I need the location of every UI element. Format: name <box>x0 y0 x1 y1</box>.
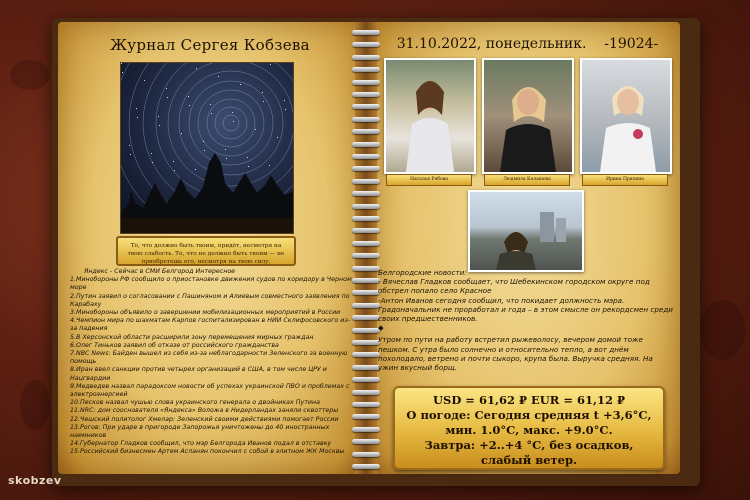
leather-texture <box>10 60 50 90</box>
currency-rates: USD = 61,62 ₽ EUR = 61,12 ₽ <box>433 393 625 407</box>
star <box>247 157 248 158</box>
news-item: 4.Чемпион мира по шахматам Карпов госпитализирован в НИИ Склифосовского из-за падения <box>70 317 350 333</box>
news-item: 5.В Херсонской области расширили зону перемещения мирных граждан <box>70 333 314 341</box>
weather-wind: слабый ветер. <box>480 453 578 467</box>
street-photo-icon <box>470 192 582 270</box>
date-title: 31.10.2022, понедельник. -19024- <box>396 36 659 52</box>
star <box>121 63 122 64</box>
news-item: ◆ <box>378 323 384 333</box>
star <box>158 116 159 117</box>
binding-ring <box>352 414 380 419</box>
caption-irina: Ирина Пряхина <box>582 174 668 186</box>
binding-ring <box>352 92 380 97</box>
star <box>137 117 138 118</box>
news-item: 6.Олег Тиньков заявил об отказе от российского гражданства <box>70 341 279 349</box>
news-item: - Вячеслав Гладков сообщает, что Шебекинском городском округе под обстрел попало село Красное <box>378 277 650 296</box>
star <box>270 64 271 65</box>
binding-ring <box>352 129 380 134</box>
binding-ring <box>352 303 380 308</box>
binding-ring <box>352 204 380 209</box>
caption-natalya: Наталья Рябова <box>386 174 472 186</box>
journal-title: Журнал Сергея Кобзева <box>110 36 310 54</box>
photo-lyudmila <box>482 58 574 174</box>
weather-today: О погоде: Сегодня средняя t +3,6°С, <box>406 408 652 422</box>
star <box>248 166 249 167</box>
weather-minmax: мин. 1.0°С, макс. +9.0°С. <box>445 423 613 437</box>
person-photo-icon <box>386 60 474 172</box>
binding-ring <box>352 427 380 432</box>
diary-entry: Утром по пути на работу встретил рыжеволосу, вечером домой тоже пешком. С утра было солнечно и относительно тепло, а вот днём похолодало, ветрено и почти сыкоро, крупа была. Выручка средняя. На ужин вкусный борщ. <box>378 335 653 373</box>
star <box>189 105 190 106</box>
news-item: 13.Рогов: При ударе в пригороде Запорожья уничтожены до 40 иностранных наемников <box>70 423 330 440</box>
leather-texture <box>700 300 745 360</box>
star <box>122 72 123 73</box>
binding-ring <box>352 67 380 72</box>
star <box>255 129 256 130</box>
binding-ring <box>352 179 380 184</box>
star <box>284 100 285 101</box>
star <box>262 92 263 93</box>
weather-tomorrow: Завтра: +2..+4 °С, без осадков, <box>424 438 634 452</box>
star <box>174 170 175 171</box>
binding-ring <box>352 365 380 370</box>
star-trails-image <box>121 63 293 233</box>
binding-ring <box>352 439 380 444</box>
star <box>203 141 204 142</box>
binding-ring <box>352 104 380 109</box>
star <box>130 154 131 155</box>
star <box>233 121 234 122</box>
news-item: 7.NBC News: Байден вышел из себя из-за неблагодарности Зеленского за военную помощь <box>70 350 348 366</box>
belgorod-news <box>378 268 674 372</box>
binding-ring <box>352 377 380 382</box>
binding-ring <box>352 80 380 85</box>
watermark: skobzev <box>8 474 62 487</box>
star <box>211 113 212 114</box>
news-item: 1.Минобороны РФ сообщило о приостановке движения судов по коридору в Черном море <box>70 276 352 292</box>
star <box>277 137 278 138</box>
star <box>196 68 197 69</box>
star <box>225 149 226 150</box>
binding-ring <box>352 278 380 283</box>
news-item: 3.Минобороны объявило о завершении мобилизационных мероприятий в России <box>70 309 341 317</box>
star <box>226 158 227 159</box>
news-item: 10.Песков назвал чушью слова украинского генерала о двойниках Путина <box>70 399 320 407</box>
star <box>232 112 233 113</box>
star <box>195 169 196 170</box>
star <box>144 80 145 81</box>
news-item: 15.Российский бизнесмен Артем Асланян покончил с собой в элитном ЖК Москвы <box>70 448 345 456</box>
binding-ring <box>352 216 380 221</box>
binding-ring <box>352 241 380 246</box>
star <box>181 133 182 134</box>
binding-ring <box>352 142 380 147</box>
star <box>218 76 219 77</box>
leather-texture <box>20 380 50 430</box>
news-item: 2.Путин заявил о согласовании с Пашиняном и Алиевым совместного заявления по Карабаху <box>70 292 350 308</box>
binding-ring <box>352 340 380 345</box>
star-trail-photo <box>120 62 294 234</box>
caption-lyudmila: Людмила Калашова <box>484 174 570 186</box>
photo-street-selfie <box>468 190 584 272</box>
binding-ring <box>352 191 380 196</box>
news-header: Яндекс - Сейчас в СМИ Белгород Интересное <box>84 268 236 275</box>
star <box>210 104 211 105</box>
binding-ring <box>352 42 380 47</box>
yandex-news-list <box>70 268 354 457</box>
news-item: 11.NRC: дом сооснователя «Яндекса» Воложа в Нидерландах заняли сквоттеры <box>70 407 339 415</box>
star <box>166 88 167 89</box>
quote-box: То, что должно быть твоим, придёт, несмотря на твою слабость. То, что не должно быть твоим — не приобретешь его, несмотря на твою силу. <box>116 236 296 266</box>
binding-ring <box>352 402 380 407</box>
star <box>167 97 168 98</box>
binding-ring <box>352 228 380 233</box>
binding-ring <box>352 154 380 159</box>
star <box>188 96 189 97</box>
binding-ring <box>352 30 380 35</box>
news-item: 8.Иран ввел санкции против четырех организаций в США, в том числе ЦРУ и Нацгвардии <box>70 366 327 382</box>
binding-ring <box>352 352 380 357</box>
binding-ring <box>352 328 380 333</box>
star <box>240 84 241 85</box>
star <box>173 161 174 162</box>
star <box>136 108 137 109</box>
news-items <box>70 276 354 456</box>
star <box>159 125 160 126</box>
binding-ring <box>352 290 380 295</box>
news-item: -Антон Иванов сегодня сообщил, что покидает должность мэра. Градоначальник не проработал и года – в этом смысле он рекордсмен среди своих предшественников. <box>378 295 673 324</box>
star <box>204 150 205 151</box>
star <box>285 109 286 110</box>
binding-ring <box>352 452 380 457</box>
star <box>263 101 264 102</box>
binding-ring <box>352 253 380 258</box>
star <box>152 162 153 163</box>
currency-weather-box <box>393 386 665 470</box>
photo-irina <box>580 58 672 174</box>
binding-ring <box>352 166 380 171</box>
binding-ring <box>352 55 380 60</box>
binding-ring <box>352 266 380 271</box>
binding-ring <box>352 390 380 395</box>
news-item: 12.Чешский политолог Хмелар: Зеленский своими действиями помогает России <box>70 415 339 423</box>
star <box>129 145 130 146</box>
star <box>269 165 270 166</box>
photo-natalya <box>384 58 476 174</box>
person-photo-icon <box>582 60 670 172</box>
binding-ring <box>352 117 380 122</box>
news-item: 9.Медведев назвал парадоксом новости об успехах украинской ПВО и проблемах с электроэнергией <box>70 382 350 399</box>
star <box>151 153 152 154</box>
person-photo-icon <box>484 60 572 172</box>
news-item: 14.Губернатор Гладков сообщил, что мэр Белгорода Иванов подал в отставку <box>70 440 332 448</box>
binding-ring <box>352 315 380 320</box>
belgorod-news-items <box>378 277 674 332</box>
belgorod-news-header: Белгородские новости: <box>378 268 467 277</box>
binding-ring <box>352 464 380 469</box>
